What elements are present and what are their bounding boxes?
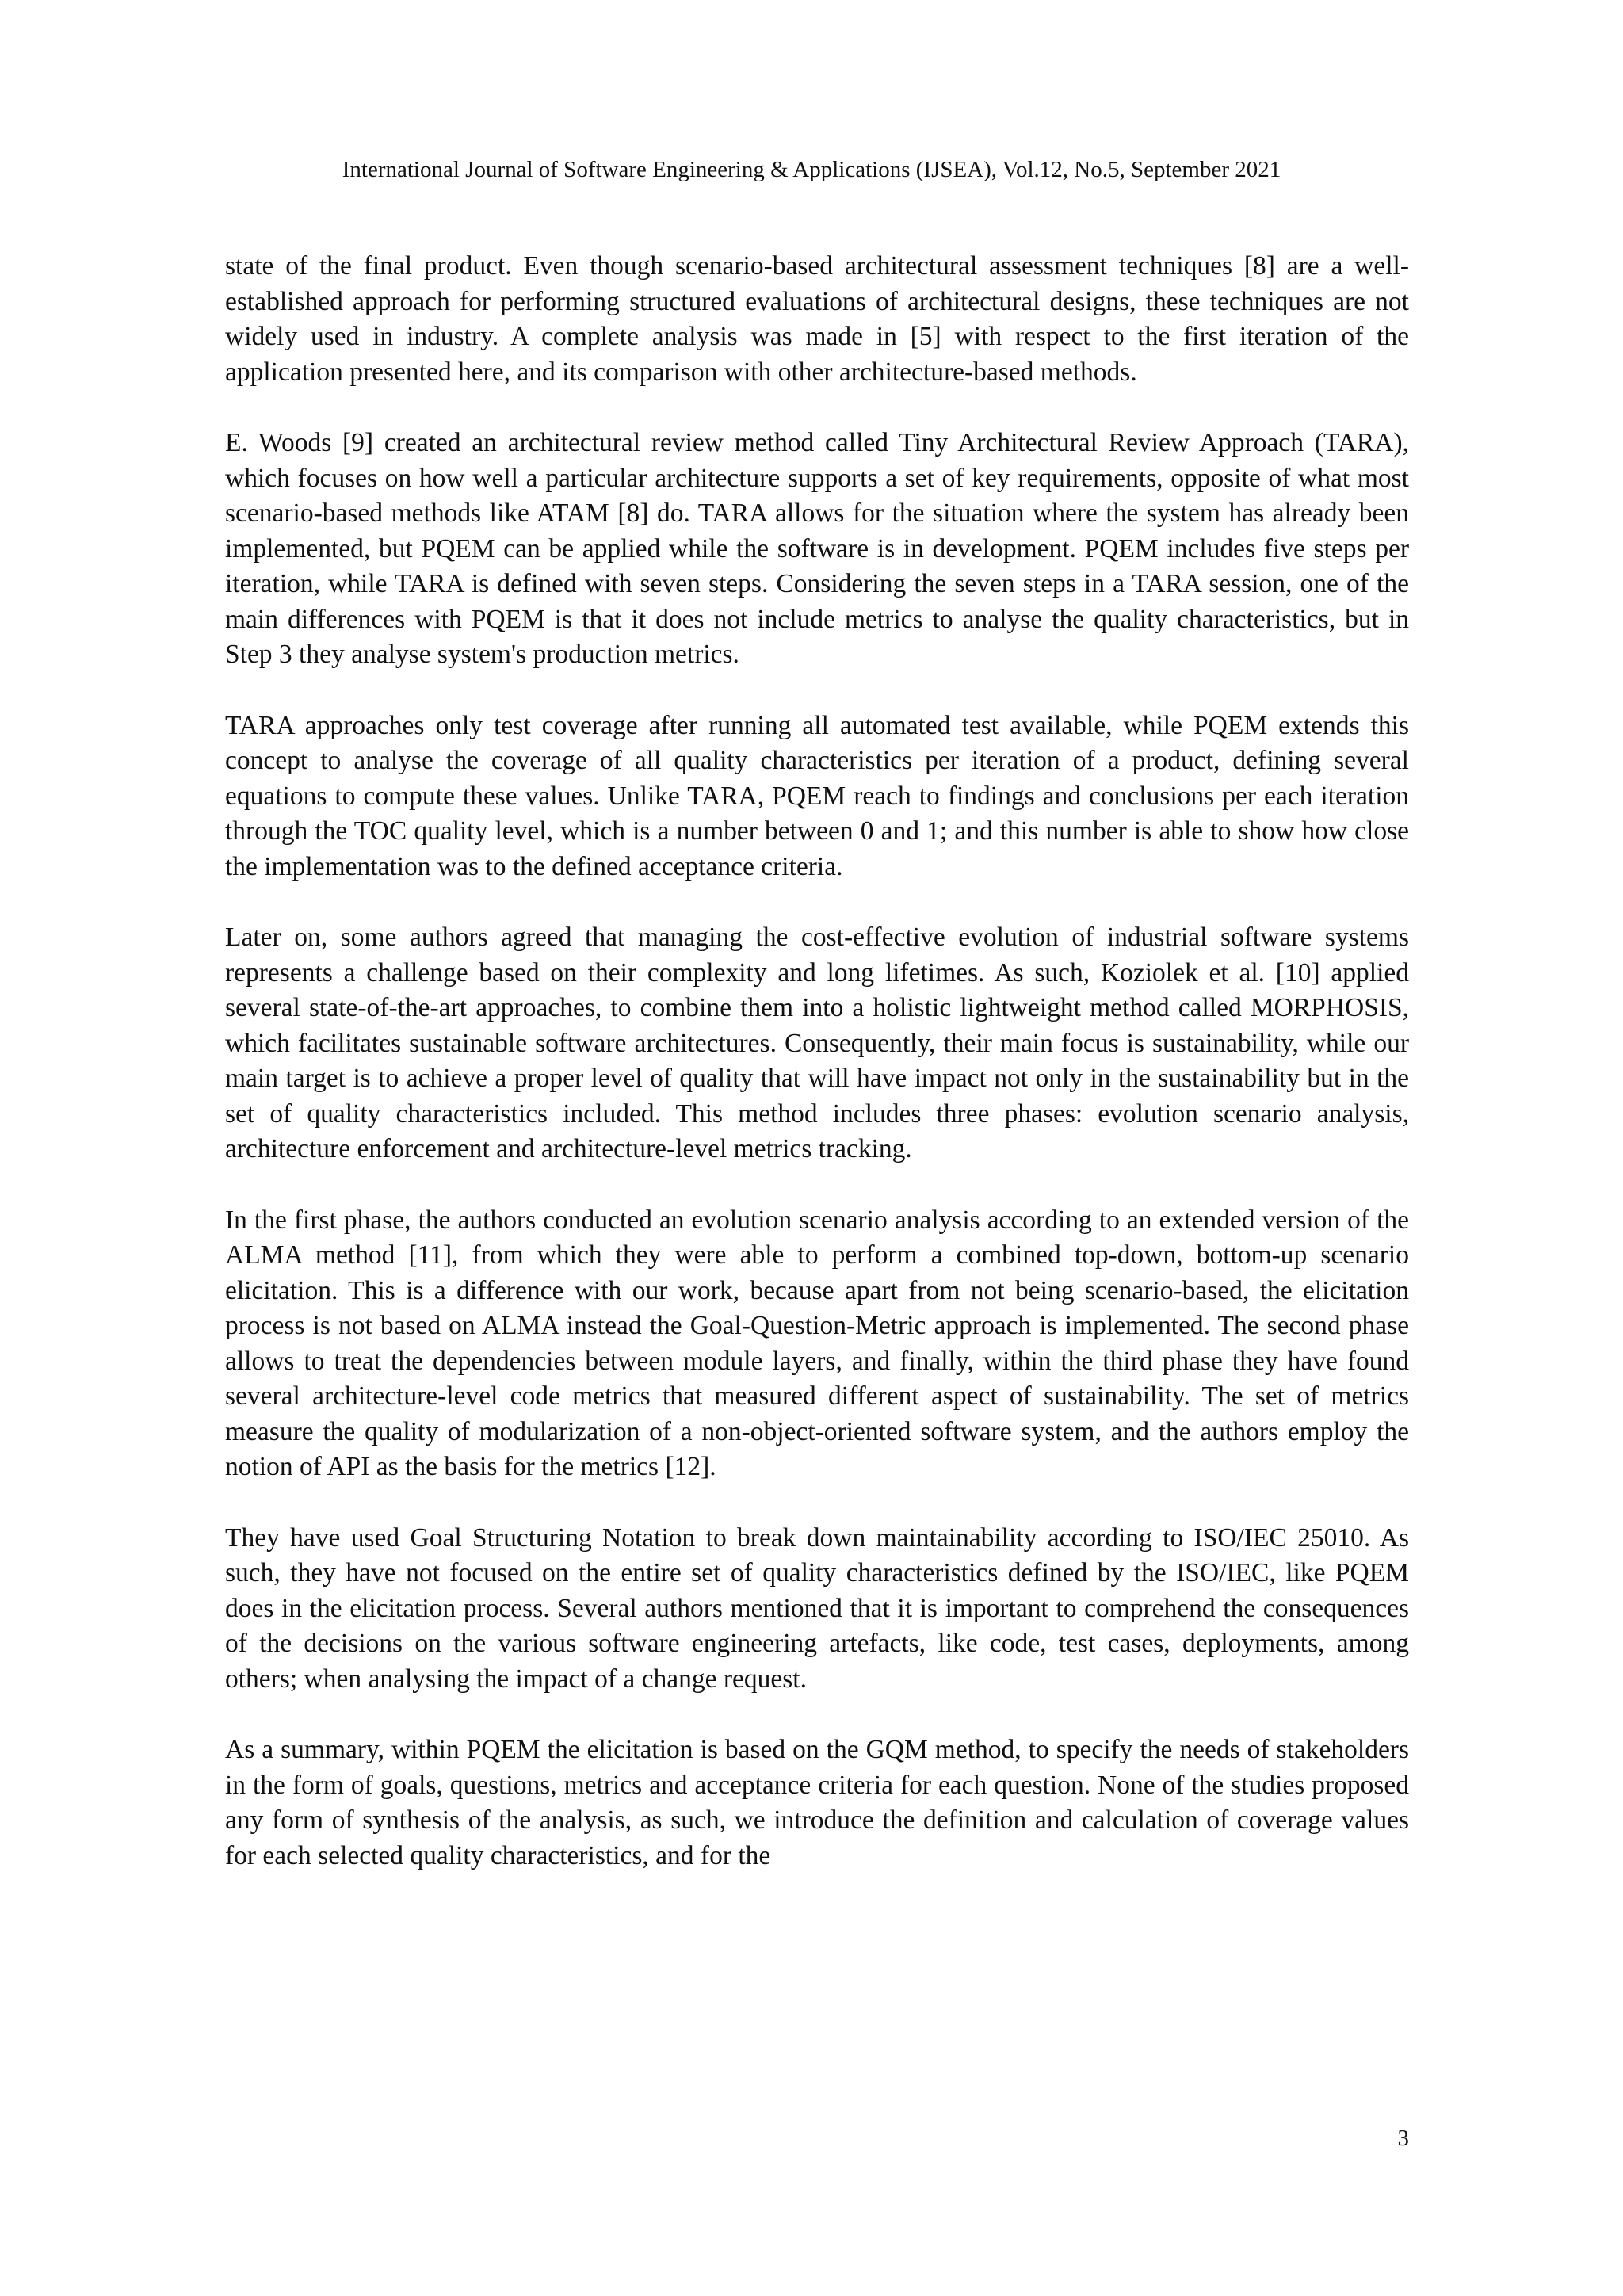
journal-header: International Journal of Software Engineering & Applications (IJSEA), Vol.12, No.5, September 2021 [342,157,1281,182]
paragraph: They have used Goal Structuring Notation to break down maintainability according to ISO/IEC 25010. As such, they have not focused on the entire set of quality characteristics defined by the ISO/IEC, like PQEM does in the elicitation process. Several authors mentioned that it is important to comprehend the consequences of the decisions on the various software engineering artefacts, like code, test cases, deployments, among others; when analysing the impact of a change request. [225,1522,1409,1694]
paragraph: state of the final product. Even though scenario-based architectural assessment techniques [8] are a well-established approach for performing structured evaluations of architectural designs, these techniques are not widely used in industry. A complete analysis was made in [5] with respect to the first iteration of the application presented here, and its comparison with other architecture-based methods. [225,251,1409,387]
paragraph: In the first phase, the authors conducted an evolution scenario analysis according to an extended version of the ALMA method [11], from which they were able to perform a combined top-down, bottom-up scenario elicitation. This is a difference with our work, because apart from not being scenario-based, the elicitation process is not based on ALMA instead the Goal-Question-Metric approach is implemented. The second phase allows to treat the dependencies between module layers, and finally, within the third phase they have found several architecture-level code metrics that measured different aspect of sustainability. The set of metrics measure the quality of modularization of a non-object-oriented software system, and the authors employ the notion of API as the basis for the metrics [12]. [225,1205,1409,1481]
body-text [225,249,1409,1874]
paragraph: As a summary, within PQEM the elicitation is based on the GQM method, to specify the needs of stakeholders in the form of goals, questions, metrics and acceptance criteria for each question. None of the studies proposed any form of synthesis of the analysis, as such, we introduce the definition and calculation of coverage values for each selected quality characteristics, and for the [225,1735,1409,1870]
paragraph: Later on, some authors agreed that managing the cost-effective evolution of industrial software systems represents a challenge based on their complexity and long lifetimes. As such, Koziolek et al. [10] applied several state-of-the-art approaches, to combine them into a holistic lightweight method called MORPHOSIS, which facilitates sustainable software architectures. Consequently, their main focus is sustainability, while our main target is to achieve a proper level of quality that will have impact not only in the sustainability but in the set of quality characteristics included. This method includes three phases: evolution scenario analysis, architecture enforcement and architecture-level metrics tracking. [225,923,1409,1163]
paragraph: TARA approaches only test coverage after running all automated test available, while PQEM extends this concept to analyse the coverage of all quality characteristics per iteration of a product, defining several equations to compute these values. Unlike TARA, PQEM reach to findings and conclusions per each iteration through the TOC quality level, which is a number between 0 and 1; and this number is able to show how close the implementation was to the defined acceptance criteria. [225,710,1409,881]
page-number: 3 [1397,2126,1409,2151]
paragraph: E. Woods [9] created an architectural review method called Tiny Architectural Review Approach (TARA), which focuses on how well a particular architecture supports a set of key requirements, opposite of what most scenario-based methods like ATAM [8] do. TARA allows for the situation where the system has already been implemented, but PQEM can be applied while the software is in development. PQEM includes five steps per iteration, while TARA is defined with seven steps. Considering the seven steps in a TARA session, one of the main differences with PQEM is that it does not include metrics to analyse the quality characteristics, but in Step 3 they analyse system's production metrics. [225,428,1409,669]
